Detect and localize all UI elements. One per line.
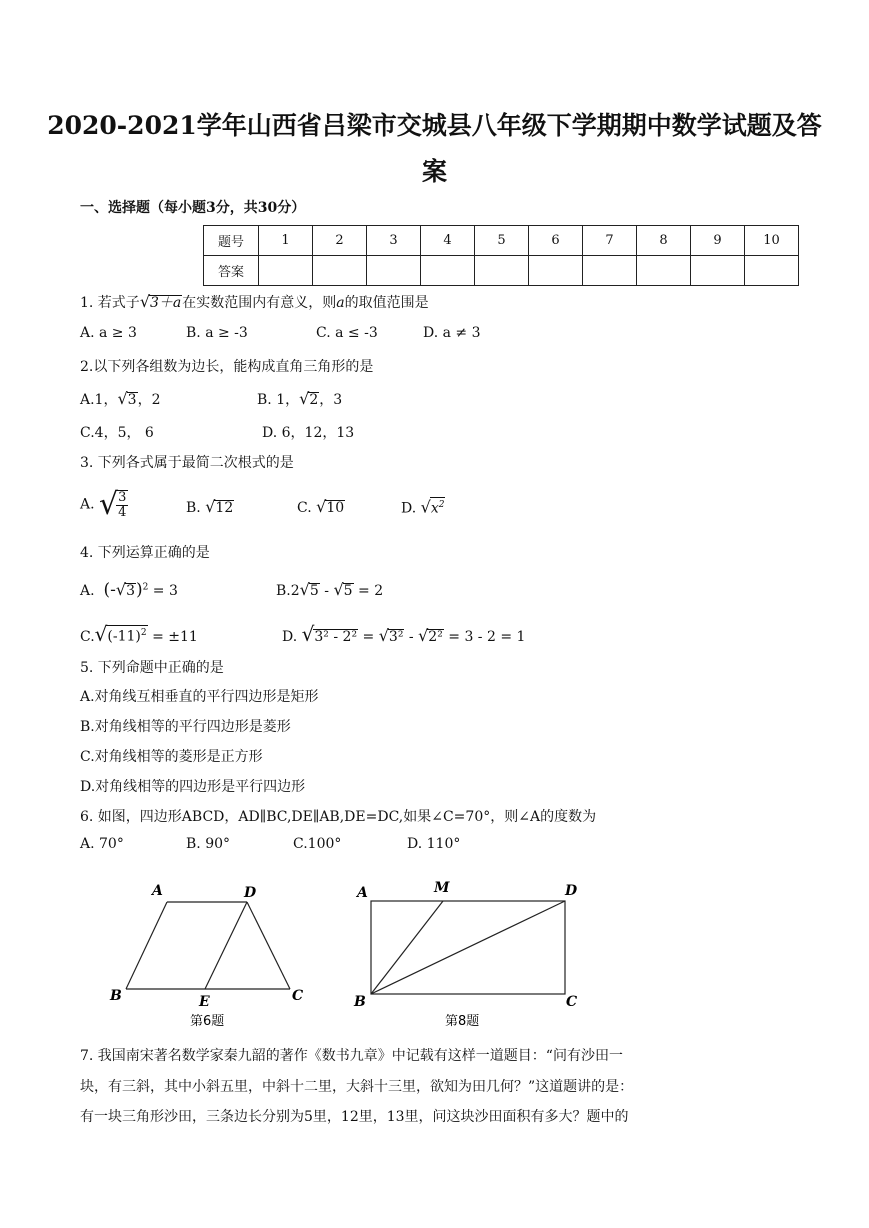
q3-option-d xyxy=(401,497,445,517)
answer-cell[interactable] xyxy=(691,256,745,286)
q4-a-open: (- xyxy=(103,580,116,600)
label-b: B xyxy=(354,994,366,1010)
sqrt-sign: √ xyxy=(316,497,327,516)
q5-option-a: A.对角线互相垂直的平行四边形是矩形 xyxy=(80,689,319,705)
sqrt-sign: √ xyxy=(99,487,119,522)
q4-d-label: D. xyxy=(282,629,298,645)
q3-d-base: x xyxy=(430,500,439,517)
sqrt-sign: √ xyxy=(205,497,216,516)
table-number-cell: 10 xyxy=(745,226,799,256)
q4-d-radicand-1: 3² - 2² xyxy=(314,629,358,645)
q3-option-b xyxy=(186,497,234,516)
q3-a-fraction xyxy=(116,490,128,520)
segment-bd xyxy=(371,901,565,994)
fraction-denominator: 4 xyxy=(118,504,127,520)
table-number-cell: 2 xyxy=(313,226,367,256)
table-number-cell: 1 xyxy=(259,226,313,256)
q1-option-a: A. a ≥ 3 xyxy=(80,325,137,341)
answer-cell[interactable] xyxy=(745,256,799,286)
q4-c-base: (-11) xyxy=(107,629,141,645)
q3-b-label: B. xyxy=(186,500,201,516)
q3-a-label: A. xyxy=(80,496,95,513)
q1-text: 在实数范围内有意义，则 xyxy=(182,295,337,311)
q4-d-radicand-2: 3² xyxy=(388,629,404,645)
q4-option-c xyxy=(80,622,198,646)
q4-b-result: = 2 xyxy=(353,583,384,599)
q4-option-b xyxy=(276,580,383,599)
q4-option-d xyxy=(282,622,525,646)
answer-table-number-row xyxy=(204,226,799,256)
q4-c-result: = ±11 xyxy=(147,629,198,645)
q4-b-coef: 2 xyxy=(290,583,300,599)
page-title-continued: 案 xyxy=(421,157,447,186)
q4-a-exponent: 2 xyxy=(142,582,149,593)
question-5-stem: 5. 下列命题中正确的是 xyxy=(80,660,224,676)
section-heading: 一、选择题（每小题3分，共30分） xyxy=(80,200,306,216)
sqrt-sign: √ xyxy=(299,389,310,408)
table-header-cell: 题号 xyxy=(204,226,259,256)
table-number-cell: 5 xyxy=(475,226,529,256)
q1-variable: a xyxy=(336,295,345,311)
q4-b-radicand-2: 5 xyxy=(343,583,353,599)
figure-8-caption: 第8题 xyxy=(445,1014,480,1029)
sqrt-sign: √ xyxy=(299,580,310,599)
answer-cell[interactable] xyxy=(637,256,691,286)
q3-option-c xyxy=(297,497,345,516)
q5-option-d: D.对角线相等的四边形是平行四边形 xyxy=(80,779,306,795)
question-7-line-1: 7. 我国南宋著名数学家秦九韶的著作《数书九章》中记载有这样一道题目：“问有沙田一 xyxy=(80,1048,623,1064)
q4-b-radicand-1: 5 xyxy=(309,583,319,599)
q4-d-minus: - xyxy=(404,629,419,645)
label-b: B xyxy=(110,988,122,1004)
q1-text-end: 的取值范围是 xyxy=(344,295,429,311)
q1-prefix: 1. 若式子 xyxy=(80,295,140,311)
table-number-cell: 9 xyxy=(691,226,745,256)
q4-a-close: ) xyxy=(135,580,143,600)
q4-c-exponent: 2 xyxy=(140,628,147,639)
q2-b-radicand: 2 xyxy=(309,392,319,408)
answer-cell[interactable] xyxy=(313,256,367,286)
question-4-stem: 4. 下列运算正确的是 xyxy=(80,545,210,561)
q2-b-prefix: B. 1， xyxy=(257,392,300,408)
q4-b-minus: - xyxy=(319,583,334,599)
q6-option-d: D. 110° xyxy=(407,836,461,852)
label-a: A xyxy=(152,883,163,899)
fraction-numerator: 3 xyxy=(118,489,127,505)
sqrt-sign: √ xyxy=(301,622,315,646)
question-7-line-2: 块，有三斜，其中小斜五里，中斜十二里，大斜十三里，欲知为田几何？”这道题讲的是： xyxy=(80,1079,634,1095)
q3-d-exponent: 2 xyxy=(438,500,445,510)
question-6-stem: 6. 如图，四边形ABCD，AD∥BC,DE∥AB,DE=DC,如果∠C=70°，则∠A的度数为 xyxy=(80,809,597,825)
table-number-cell: 8 xyxy=(637,226,691,256)
page-title: 2020-2021学年山西省吕梁市交城县八年级下学期期中数学试题及答 xyxy=(47,111,822,140)
table-header-cell: 答案 xyxy=(204,256,259,286)
answer-cell[interactable] xyxy=(367,256,421,286)
q4-option-a xyxy=(80,580,178,600)
q6-option-b: B. 90° xyxy=(186,836,231,852)
answer-cell[interactable] xyxy=(529,256,583,286)
q4-b-label: B. xyxy=(276,583,291,599)
q2-a-suffix: ，2 xyxy=(137,392,161,408)
segment-bm xyxy=(371,901,443,994)
question-1-stem xyxy=(80,292,429,312)
label-d: D xyxy=(244,885,257,901)
segment-ab xyxy=(126,902,167,989)
q4-a-radicand: 3 xyxy=(126,583,135,599)
q2-b-suffix: ，3 xyxy=(319,392,343,408)
sqrt-sign: √ xyxy=(115,580,127,599)
q2-option-a xyxy=(80,389,161,409)
q6-option-c: C.100° xyxy=(293,836,342,852)
label-e: E xyxy=(199,994,210,1010)
q2-option-b xyxy=(257,389,342,409)
sqrt-sign: √ xyxy=(117,389,128,408)
sqrt-sign: √ xyxy=(420,497,431,517)
q6-option-a: A. 70° xyxy=(80,836,124,852)
q4-d-radicand-3: 2² xyxy=(428,629,443,645)
q5-option-b: B.对角线相等的平行四边形是菱形 xyxy=(80,719,291,735)
question-2-stem: 2.以下列各组数为边长，能构成直角三角形的是 xyxy=(80,359,374,375)
table-number-cell: 6 xyxy=(529,226,583,256)
q3-c-radicand: 10 xyxy=(326,500,345,516)
sqrt-sign: √ xyxy=(378,626,389,645)
answer-cell[interactable] xyxy=(475,256,529,286)
q4-d-result: = 3 - 2 = 1 xyxy=(443,629,526,645)
q4-a-result: = 3 xyxy=(148,583,178,599)
label-m: M xyxy=(434,880,450,896)
q3-d-radicand xyxy=(430,497,446,517)
q4-a-label: A. xyxy=(80,583,95,599)
q3-c-label: C. xyxy=(297,500,312,516)
q3-option-a xyxy=(80,487,128,522)
answer-cell[interactable] xyxy=(259,256,313,286)
segment-dc xyxy=(247,902,290,989)
figure-6-trapezoid xyxy=(100,875,320,1035)
q4-c-radicand xyxy=(106,625,147,645)
answer-cell[interactable] xyxy=(421,256,475,286)
q1-option-b: B. a ≥ -3 xyxy=(186,325,248,341)
table-number-cell: 4 xyxy=(421,226,475,256)
q1-option-d: D. a ≠ 3 xyxy=(423,325,481,341)
label-c: C xyxy=(292,988,304,1004)
sqrt-sign: √ xyxy=(94,622,108,646)
q4-c-label: C. xyxy=(80,629,95,645)
q2-a-prefix: A.1， xyxy=(80,392,118,408)
label-d: D xyxy=(565,883,578,899)
sqrt-sign: √ xyxy=(333,580,344,599)
answer-cell[interactable] xyxy=(583,256,637,286)
table-number-cell: 3 xyxy=(367,226,421,256)
q3-b-radicand: 12 xyxy=(215,500,234,516)
answer-table xyxy=(203,225,799,286)
answer-table-answer-row xyxy=(204,256,799,286)
label-a: A xyxy=(357,885,368,901)
question-7-line-3: 有一块三角形沙田，三条边长分别为5里，12里，13里，问这块沙田面积有多大？题中的 xyxy=(80,1109,629,1125)
q1-radicand: 3＋a xyxy=(150,295,182,311)
q3-d-label: D. xyxy=(401,500,417,517)
q1-option-c: C. a ≤ -3 xyxy=(316,325,378,341)
figure-6-caption: 第6题 xyxy=(190,1014,225,1029)
q2-option-c: C.4，5， 6 xyxy=(80,425,154,441)
segment-de xyxy=(205,902,247,989)
sqrt-sign: √ xyxy=(139,292,151,311)
sqrt-sign: √ xyxy=(418,626,429,645)
question-3-stem: 3. 下列各式属于最简二次根式的是 xyxy=(80,455,294,471)
figure-8-rectangle xyxy=(345,875,595,1035)
q4-d-equals: = xyxy=(358,629,379,645)
label-c: C xyxy=(566,994,578,1010)
q2-a-radicand: 3 xyxy=(127,392,137,408)
q5-option-c: C.对角线相等的菱形是正方形 xyxy=(80,749,263,765)
q2-option-d: D. 6，12，13 xyxy=(262,425,355,441)
table-number-cell: 7 xyxy=(583,226,637,256)
